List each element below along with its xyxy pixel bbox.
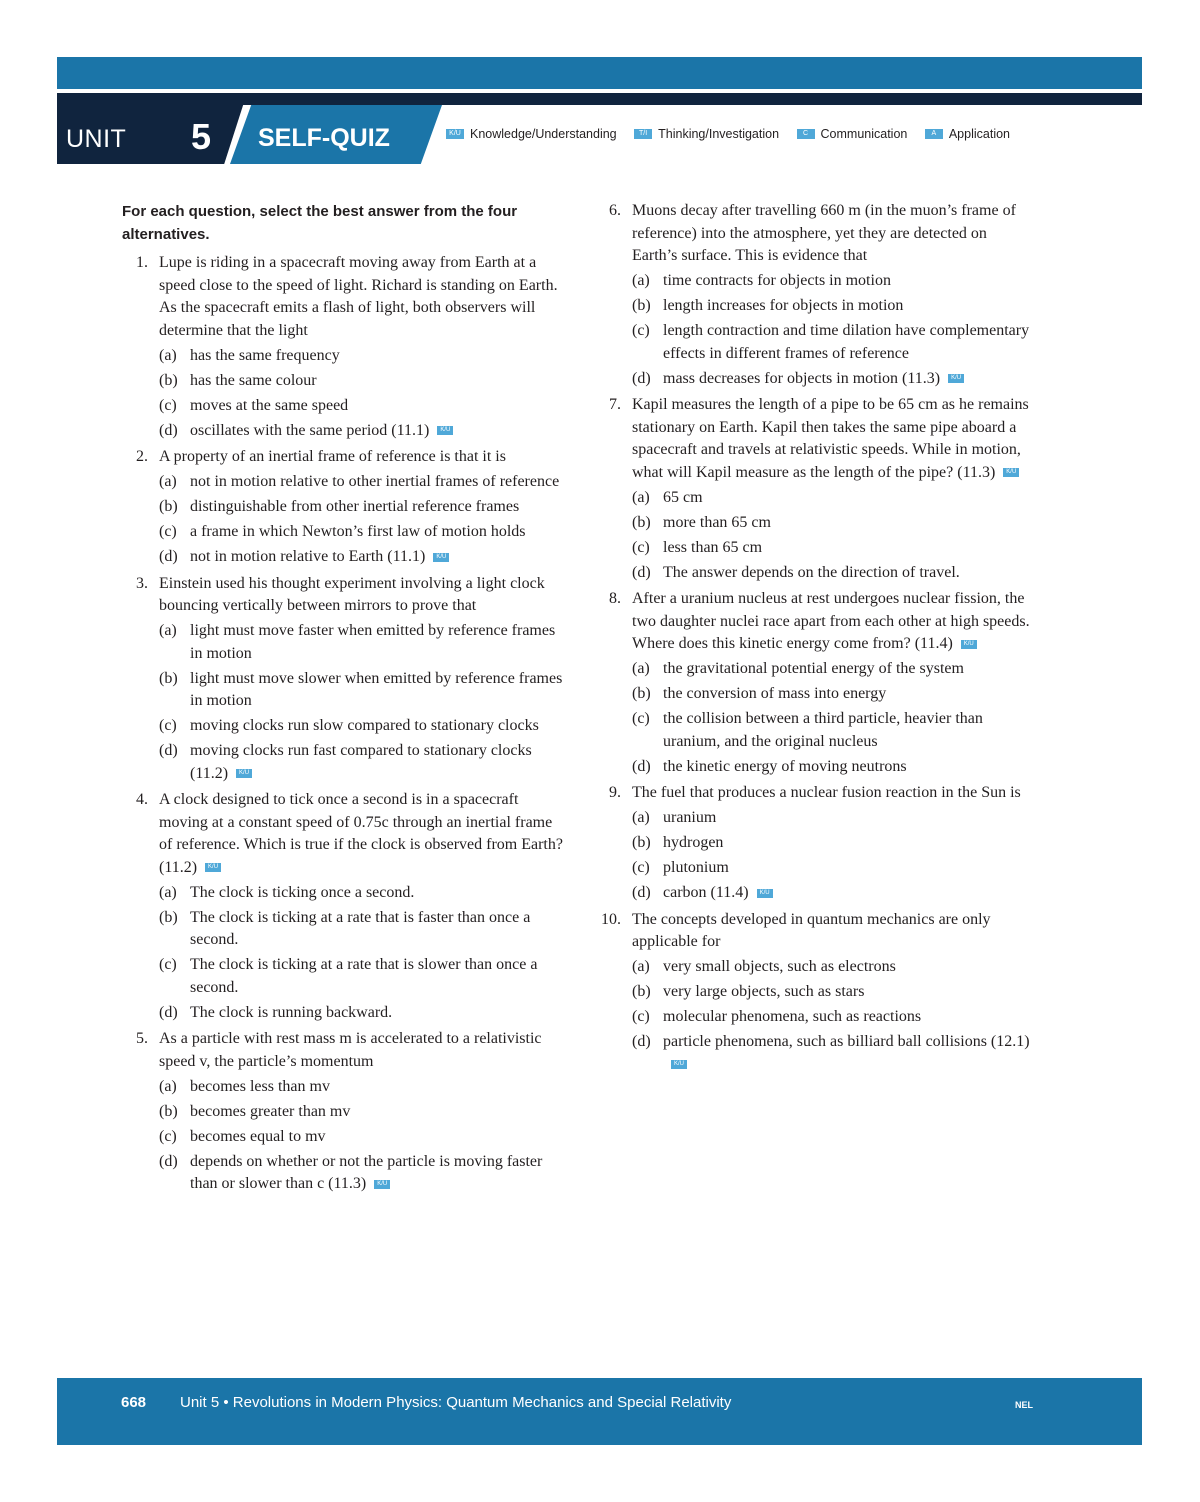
option-text: very small objects, such as electrons: [663, 958, 896, 975]
option-text: moving clocks run fast compared to stationary clocks (11.2): [190, 742, 532, 782]
instructions: For each question, select the best answer from the four alternatives.: [122, 203, 518, 243]
question-stem: [632, 909, 1035, 954]
option-text: not in motion relative to other inertial frames of reference: [190, 473, 560, 490]
option-letter: (c): [159, 523, 177, 540]
answer-option: [159, 668, 567, 713]
question-number: 3.: [136, 574, 148, 592]
answer-option: [159, 420, 567, 443]
option-text: light must move faster when emitted by reference frames in motion: [190, 622, 556, 662]
answer-option: [159, 546, 567, 569]
question-stem: [632, 588, 1035, 656]
question-text: As a particle with rest mass m is accelerated to a relativistic speed v, the particle’s momentum: [159, 1030, 542, 1070]
question-text: Lupe is riding in a spacecraft moving away from Earth at a speed close to the speed of light. Richard is standing on Earth. As the spacecraft emits a flash of light, both observers will determine that the light: [159, 254, 558, 339]
top-banner: [57, 57, 1142, 89]
option-text: plutonium: [663, 859, 729, 876]
answer-option: [159, 1126, 567, 1149]
option-letter: (a): [632, 488, 650, 506]
question-stem: [632, 782, 1035, 805]
ku-tag-icon: K/U: [948, 374, 964, 383]
ku-tag-icon: K/U: [1003, 468, 1019, 477]
question-2: [122, 446, 567, 569]
option-letter: (c): [159, 717, 177, 734]
option-text: moving clocks run slow compared to stationary clocks: [190, 717, 539, 734]
option-letter: (b): [632, 297, 651, 314]
option-letter: (d): [159, 1152, 178, 1170]
ku-tag-icon: K/U: [437, 426, 453, 435]
option-letter: (c): [159, 1127, 177, 1145]
option-letter: (d): [632, 884, 651, 901]
answer-option: [159, 521, 567, 544]
option-letter: (c): [632, 1008, 650, 1025]
option-text: hydrogen: [663, 834, 724, 851]
answer-option: [159, 496, 567, 519]
option-letter: (c): [159, 956, 177, 973]
answer-option: [632, 683, 1035, 706]
question-stem: [159, 573, 567, 618]
option-text: not in motion relative to Earth (11.1): [190, 548, 426, 565]
answer-option: [632, 857, 1035, 880]
answer-option: [632, 981, 1035, 1004]
footer: [57, 1378, 1142, 1445]
option-letter: (a): [632, 958, 650, 975]
legend-chip-ti: T/I: [634, 129, 652, 139]
question-stem: [159, 252, 567, 342]
option-letter: (b): [159, 371, 178, 389]
answer-option: [632, 882, 1035, 905]
answer-option: [632, 487, 1035, 510]
option-letter: (b): [632, 983, 651, 1000]
question-stem: [159, 446, 567, 469]
answer-option: [159, 715, 567, 738]
question-stem: [632, 394, 1035, 484]
answer-option: [159, 740, 567, 785]
footer-title: Unit 5 • Revolutions in Modern Physics: Quantum Mechanics and Special Relativity: [180, 1394, 732, 1411]
answer-option: [632, 807, 1035, 830]
question-number: 5.: [136, 1030, 148, 1047]
option-letter: (d): [159, 548, 178, 565]
option-text: depends on whether or not the particle is moving faster than or slower than c (11.3): [190, 1152, 543, 1192]
answer-option: [632, 658, 1035, 681]
legend-label-ku: Knowledge/Understanding: [470, 126, 617, 141]
option-text: molecular phenomena, such as reactions: [663, 1008, 922, 1025]
question-3: [122, 573, 567, 786]
question-6: [595, 200, 1035, 390]
answer-option: [159, 471, 567, 494]
question-text: Muons decay after travelling 660 m (in the muon’s frame of reference) into the atmosphere, yet they are detected on Earth’s surface. This is evidence that: [632, 202, 1016, 264]
answer-option: [632, 562, 1035, 585]
question-7: [595, 394, 1035, 584]
ku-tag-icon: K/U: [961, 640, 977, 649]
answer-option: [159, 1101, 567, 1124]
option-letter: (d): [632, 1033, 651, 1050]
option-text: length increases for objects in motion: [663, 297, 904, 314]
option-letter: (c): [632, 538, 650, 556]
option-text: the gravitational potential energy of the system: [663, 660, 964, 677]
option-text: distinguishable from other inertial reference frames: [190, 498, 520, 515]
option-letter: (d): [159, 742, 178, 759]
answer-option: [159, 1076, 567, 1099]
answer-option: [632, 832, 1035, 855]
option-letter: (b): [632, 834, 651, 851]
option-letter: (a): [159, 883, 177, 901]
skill-legend: [446, 126, 1024, 141]
option-text: The clock is ticking at a rate that is faster than once a second.: [190, 908, 531, 948]
legend-label-a: Application: [948, 126, 1010, 141]
option-letter: (a): [632, 660, 650, 677]
question-number: 8.: [609, 590, 621, 607]
question-number: 9.: [609, 784, 621, 801]
question-8: [595, 588, 1035, 778]
option-letter: (b): [632, 513, 651, 531]
option-text: particle phenomena, such as billiard ball collisions (12.1): [663, 1033, 1030, 1050]
page-number: 668: [121, 1394, 147, 1411]
option-text: becomes equal to mv: [190, 1127, 326, 1145]
question-text: Kapil measures the length of a pipe to be 65 cm as he remains stationary on Earth. Kapil then takes the same pipe aboard a spacecraft and travels at relativistic speeds. While in motion, what will Kapil measure as the length of the pipe? (11.3): [632, 396, 1029, 481]
option-letter: (b): [632, 685, 651, 702]
answer-option: [632, 756, 1035, 779]
question-9: [595, 782, 1035, 905]
question-text: A clock designed to tick once a second is in a spacecraft moving at a constant speed of 0.75c through an inertial frame of reference. Which is true if the clock is observed from Earth? (11.2): [159, 791, 563, 876]
option-text: oscillates with the same period (11.1): [190, 421, 430, 439]
option-letter: (b): [159, 1102, 178, 1120]
answer-option: [632, 1006, 1035, 1029]
option-text: becomes greater than mv: [190, 1102, 351, 1120]
answer-option: [632, 537, 1035, 560]
question-stem: [632, 200, 1035, 268]
answer-option: [632, 295, 1035, 318]
option-letter: (a): [632, 809, 650, 826]
option-letter: (a): [159, 346, 177, 364]
option-letter: (c): [632, 859, 650, 876]
question-text: The fuel that produces a nuclear fusion reaction in the Sun is: [632, 784, 1021, 801]
question-text: Einstein used his thought experiment involving a light clock bouncing vertically between mirrors to prove that: [159, 574, 545, 614]
option-text: very large objects, such as stars: [663, 983, 865, 1000]
option-letter: (c): [632, 322, 650, 339]
answer-option: [159, 370, 567, 393]
legend-label-ti: Thinking/Investigation: [658, 126, 780, 141]
answer-option: [159, 882, 567, 905]
option-text: the kinetic energy of moving neutrons: [663, 757, 907, 775]
legend-label-c: Communication: [820, 126, 908, 141]
option-text: The clock is running backward.: [190, 1003, 393, 1021]
option-text: less than 65 cm: [663, 538, 763, 556]
option-letter: (d): [632, 563, 651, 581]
option-letter: (a): [159, 622, 177, 639]
option-letter: (b): [159, 908, 178, 926]
publisher-mark: NEL: [1015, 1400, 1033, 1410]
ku-tag-icon: K/U: [205, 863, 221, 872]
option-text: the conversion of mass into energy: [663, 685, 887, 702]
answer-option: [159, 907, 567, 952]
ku-tag-icon: K/U: [236, 769, 252, 778]
option-text: a frame in which Newton’s first law of motion holds: [190, 523, 526, 540]
option-text: moves at the same speed: [190, 396, 349, 414]
question-number: 10.: [601, 910, 621, 928]
question-stem: [159, 1028, 567, 1073]
legend-chip-a: A: [925, 129, 943, 139]
option-text: has the same frequency: [190, 346, 340, 364]
question-text: After a uranium nucleus at rest undergoes nuclear fission, the two daughter nuclei race apart from each other at high speeds. Where does this kinetic energy come from? (11.4): [632, 590, 1030, 652]
answer-option: [632, 270, 1035, 293]
option-text: more than 65 cm: [663, 513, 771, 531]
answer-option: [159, 954, 567, 999]
option-letter: (d): [632, 757, 651, 775]
left-column: [122, 200, 567, 1200]
quiz-title: SELF-QUIZ: [258, 124, 390, 152]
unit-number: 5: [191, 116, 212, 157]
option-text: The clock is ticking at a rate that is slower than once a second.: [190, 956, 538, 996]
question-4: [122, 789, 567, 1024]
option-text: has the same colour: [190, 371, 317, 389]
answer-option: [632, 708, 1035, 753]
option-letter: (b): [159, 669, 178, 687]
option-letter: (a): [632, 272, 650, 289]
option-text: the collision between a third particle, heavier than uranium, and the original nucleus: [663, 710, 983, 750]
answer-option: [632, 512, 1035, 535]
answer-option: [159, 345, 567, 368]
ku-tag-icon: K/U: [671, 1060, 687, 1069]
answer-option: [632, 956, 1035, 979]
legend-chip-ku: K/U: [446, 129, 464, 139]
option-text: uranium: [663, 809, 717, 826]
option-letter: (d): [632, 369, 651, 387]
option-text: The answer depends on the direction of travel.: [663, 563, 960, 581]
option-text: length contraction and time dilation have complementary effects in different frames of reference: [663, 322, 1030, 362]
question-number: 6.: [609, 202, 621, 219]
question-number: 4.: [136, 791, 148, 808]
option-letter: (a): [159, 473, 177, 490]
option-letter: (c): [632, 710, 650, 727]
answer-option: [159, 1151, 567, 1196]
option-text: time contracts for objects in motion: [663, 272, 891, 289]
answer-option: [632, 320, 1035, 365]
right-column: [595, 200, 1035, 1080]
option-text: mass decreases for objects in motion (11.3): [663, 369, 941, 387]
option-letter: (d): [159, 1003, 178, 1021]
question-stem: [159, 789, 567, 879]
answer-option: [159, 1002, 567, 1025]
option-letter: (b): [159, 498, 178, 515]
option-text: The clock is ticking once a second.: [190, 883, 415, 901]
ku-tag-icon: K/U: [374, 1180, 390, 1189]
question-number: 1.: [136, 254, 148, 271]
question-5: [122, 1028, 567, 1196]
ku-tag-icon: K/U: [757, 889, 773, 898]
unit-word: UNIT: [66, 125, 127, 153]
answer-option: [632, 368, 1035, 391]
legend-chip-c: C: [797, 129, 815, 139]
answer-option: [159, 620, 567, 665]
option-text: becomes less than mv: [190, 1077, 330, 1095]
question-text: The concepts developed in quantum mechanics are only applicable for: [632, 910, 991, 950]
option-text: 65 cm: [663, 488, 703, 506]
option-text: light must move slower when emitted by reference frames in motion: [190, 669, 563, 709]
ku-tag-icon: K/U: [433, 553, 449, 562]
question-number: 2.: [136, 448, 148, 465]
question-text: A property of an inertial frame of reference is that it is: [159, 448, 506, 465]
option-letter: (a): [159, 1077, 177, 1095]
answer-option: [159, 395, 567, 418]
question-10: [595, 909, 1035, 1077]
option-text: carbon (11.4): [663, 884, 749, 901]
question-number: 7.: [609, 396, 621, 413]
option-letter: (d): [159, 421, 178, 439]
option-letter: (c): [159, 396, 177, 414]
answer-option: [632, 1031, 1035, 1076]
question-1: [122, 252, 567, 442]
